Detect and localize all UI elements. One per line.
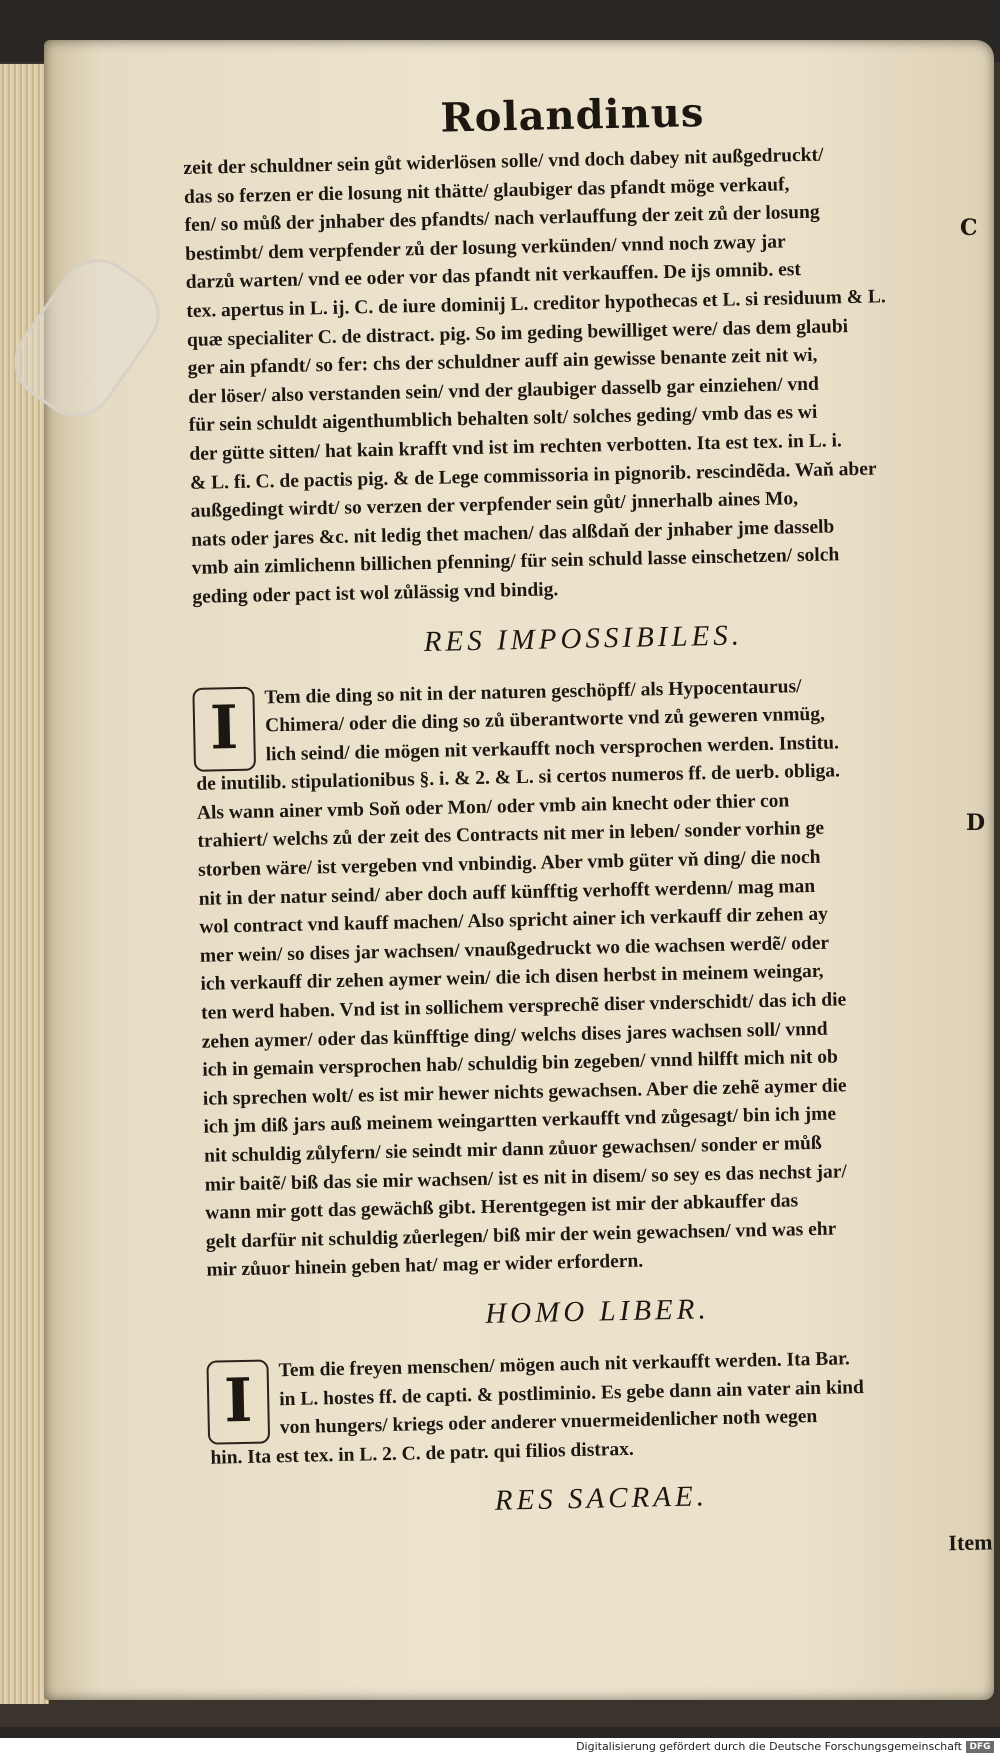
text-line: Als wann ainer vmb Soň oder Mon/ oder vmb ain knecht oder thier con bbox=[196, 790, 790, 824]
catchword: Item bbox=[948, 1529, 993, 1556]
text-line: nats oder jares &c. nit ledig thet machen/ das alßdaň der jnhaber jme dasselb bbox=[190, 516, 835, 551]
text-line: & L. fi. C. de pactis pig. & de Lege commissoria in pignorib. rescindẽda. Waň aber bbox=[189, 458, 877, 494]
text-line: hin. Ita est tex. in L. 2. C. de patr. qui filios distrax. bbox=[210, 1438, 635, 1469]
text-line: für sein schuldt aigenthumblich behalten solt/ solches geding/ vmb das es wi bbox=[188, 402, 818, 437]
text-line: außgedingt wirdt/ so verzen der verpfender sein gůt/ jnnerhalb aines Mo, bbox=[190, 488, 799, 523]
text-line: Tem die freyen menschen/ mögen auch nit verkaufft werden. Ita Bar. bbox=[278, 1348, 850, 1382]
text-line: von hungers/ kriegs oder anderer vnuermeidenlicher noth wegen bbox=[279, 1406, 818, 1439]
text-line: der löser/ also verstanden sein/ vnd der glaubiger dasselb gar einziehen/ vnd bbox=[188, 373, 820, 408]
paragraph bbox=[183, 139, 972, 613]
text-line: mir zůuor hinein geben hat/ mag er wider erfordern. bbox=[206, 1250, 644, 1282]
text-line: de inutilib. stipulationibus §. i. & 2. & L. si certos numeros ff. de uerb. obliga. bbox=[196, 760, 841, 796]
text-line: darzů warten/ vnd ee oder vor das pfandt nit verkauffen. De ijs omnib. est bbox=[185, 259, 802, 294]
text-line: ten werd haben. Vnd ist in sollichem versprechẽ diser vnderschidt/ das ich die bbox=[200, 989, 847, 1024]
text-line: wol contract vnd kauff machen/ Also spricht ainer ich verkauff dir zehen ay bbox=[199, 903, 829, 939]
margin-letter-d: D bbox=[966, 810, 986, 836]
text-line: vmb ain zimlichenn billichen pfenning/ für sein schuld lasse einschetzen/ solch bbox=[191, 544, 840, 580]
text-line: nit schuldig zůlyfern/ sie seindt mir dann zůuor gewachsen/ sonder er můß bbox=[203, 1132, 822, 1167]
text-line: ger ain pfandt/ so fer: chs der schuldner auff ain gewisse benante zeit nit wi, bbox=[187, 344, 818, 380]
text-line: ich sprechen wolt/ es ist mir hewer nichts gewachsen. Aber die zehẽ aymer die bbox=[202, 1075, 847, 1110]
text-line: gelt darfür nit schuldig zůerlegen/ biß mir der wein gewachsen/ vnd was ehr bbox=[205, 1218, 837, 1253]
decorated-initial: I bbox=[192, 686, 256, 771]
section-heading: RES IMPOSSIBILES. bbox=[423, 618, 744, 658]
text-line: ich in gemain versprochen hab/ schuldig bin zegeben/ vnnd hilfft mich nit ob bbox=[202, 1046, 839, 1082]
text-line: trahiert/ welchs zů der zeit des Contracts nit mer in leben/ sonder vorhin ge bbox=[197, 818, 825, 853]
text-line: in L. hostes ff. de capti. & postliminio. Es gebe dann ain vater ain kind bbox=[279, 1376, 865, 1410]
text-line: ich jm diß jars auß meinem weingartten verkaufft vnd zůgesagt/ bin ich jme bbox=[203, 1103, 837, 1139]
margin-letter-c: C bbox=[960, 215, 978, 241]
decorated-initial: I bbox=[206, 1359, 270, 1444]
text-line: ich verkauff dir zehen aymer wein/ die ich disen herbst in meinem weingar, bbox=[200, 961, 824, 996]
text-line: zehen aymer/ oder das künfftige ding/ welchs dises jares wachsen soll/ vnnd bbox=[201, 1018, 828, 1053]
section-heading: RES SACRAE. bbox=[494, 1480, 709, 1518]
text-line: fen/ so můß der jnhaber des pfandts/ nach verlauffung der zeit zů der losung bbox=[184, 201, 820, 237]
text-line: lich seind/ die mögen nit verkaufft noch versprochen werden. Institu. bbox=[265, 732, 840, 766]
page-title: Rolandinus bbox=[439, 89, 705, 142]
text-line: der gütte sitten/ hat kain krafft vnd ist im rechten verbotten. Ita est tex. in L. i. bbox=[189, 430, 842, 465]
text-line: bestimbt/ dem verpfender zů der losung verkünden/ vnnd noch zway jar bbox=[185, 231, 786, 265]
text-line: nit in der natur seind/ aber doch auff künfftig verhofft werdenn/ mag man bbox=[198, 875, 816, 910]
text-sections bbox=[183, 139, 992, 1524]
footer-bar bbox=[0, 1738, 1000, 1757]
footer-credit: Digitalisierung gefördert durch die Deutsche Forschungsgemeinschaft bbox=[576, 1740, 962, 1753]
text-line: mir baitẽ/ biß das sie mir wachsen/ ist es nit in disem/ so sey es das nechst jar/ bbox=[204, 1160, 848, 1196]
text-line: mer wein/ so dises jar wachsen/ vnaußgedruckt wo die wachsen werdẽ/ oder bbox=[199, 932, 830, 967]
text-line: zeit der schuldner sein gůt widerlösen solle/ vnd doch dabey nit außgedruckt/ bbox=[183, 144, 824, 179]
section-heading: HOMO LIBER. bbox=[484, 1293, 710, 1330]
text-line: Tem die ding so nit in der naturen geschöpff/ als Hypocentaurus/ bbox=[264, 675, 802, 708]
text-line: tex. apertus in L. ij. C. de iure dominij L. creditor hypothecas et L. si residuum & L. bbox=[186, 286, 886, 322]
text-line: quæ specialiter C. de distract. pig. So im geding bewilliget were/ das dem glaubi bbox=[186, 315, 849, 351]
page-text bbox=[182, 84, 993, 1572]
dfg-logo: DFG bbox=[966, 1741, 994, 1753]
text-line: wann mir gott das gewächß gibt. Herentgegen ist mir der abkauffer das bbox=[205, 1190, 799, 1224]
text-line: geding oder pact ist wol zůlässig vnd bindig. bbox=[192, 579, 559, 608]
text-line: Chimera/ oder die ding so zů überantworte vnd zů geweren vnmüg, bbox=[264, 703, 826, 737]
text-line: das so ferzen er die losung nit thätte/ glaubiger das pfandt möge verkauf, bbox=[183, 173, 790, 208]
paragraph bbox=[194, 669, 986, 1286]
bleed-through-text bbox=[104, 160, 194, 200]
paragraph bbox=[208, 1342, 990, 1473]
text-line: storben wäre/ ist vergeben vnd vnbindig. Aber vmb güter vň ding/ die noch bbox=[197, 846, 821, 881]
